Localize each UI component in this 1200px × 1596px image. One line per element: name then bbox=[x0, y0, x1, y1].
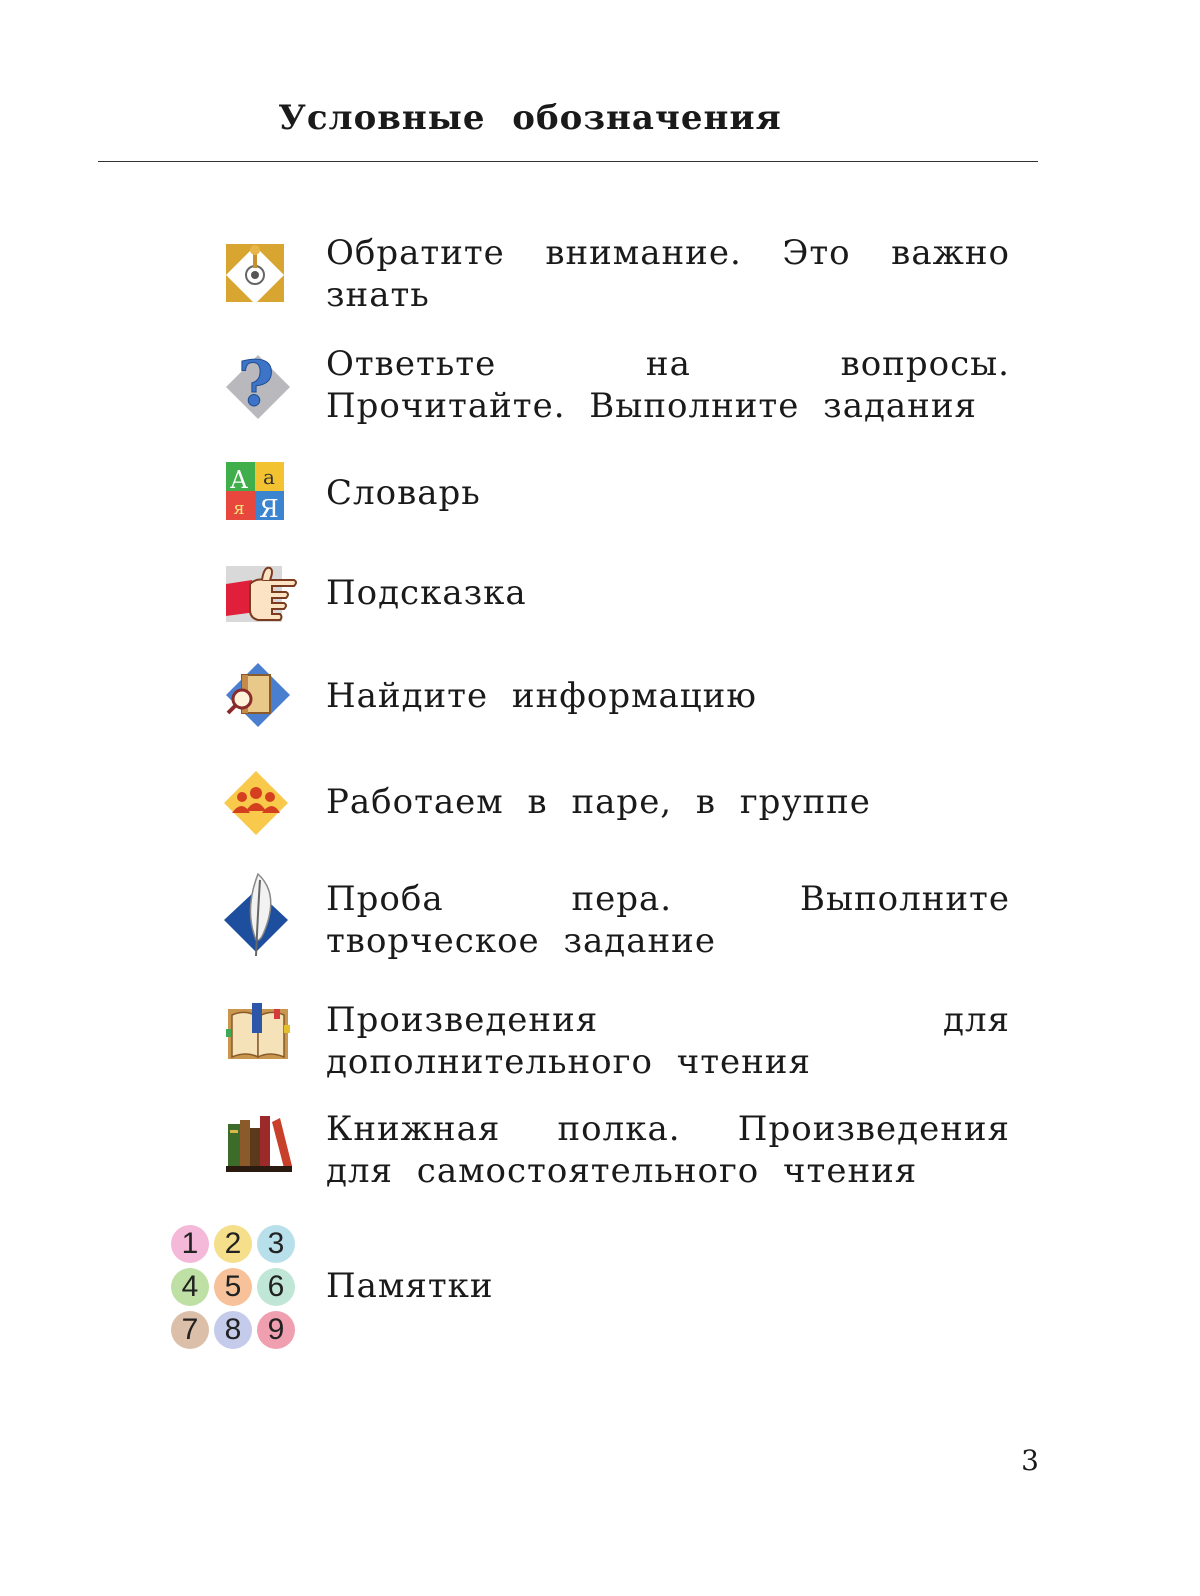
number-circle-8: 8 bbox=[214, 1311, 252, 1349]
legend-text-memos: Памятки bbox=[326, 1266, 494, 1306]
group-people-icon bbox=[222, 767, 292, 837]
dict-letter-a-upper: А bbox=[229, 466, 249, 494]
number-circle-6: 6 bbox=[257, 1268, 295, 1306]
dict-letter-ya-lower: я bbox=[233, 498, 245, 519]
book-magnifier-icon bbox=[222, 661, 292, 731]
number-circle-3: 3 bbox=[257, 1225, 295, 1263]
legend-text-questions: Ответьте на вопросы. Прочитайте. Выполните задания bbox=[326, 344, 1010, 426]
open-book-icon bbox=[222, 999, 292, 1069]
legend-text-find-info: Найдите информацию bbox=[326, 676, 757, 716]
quill-feather-icon bbox=[222, 870, 292, 940]
question-mark-icon bbox=[222, 347, 292, 420]
legend-text-attention: Обратите внимание. Это важно знать bbox=[326, 233, 1010, 315]
dict-letter-a-lower: а bbox=[263, 465, 275, 489]
legend-text-bookshelf: Книжная полка. Произведения для самостоятельного чтения bbox=[326, 1109, 1010, 1191]
number-circle-9: 9 bbox=[257, 1311, 295, 1349]
legend-text-group: Работаем в паре, в группе bbox=[326, 782, 871, 822]
legend-text-hint: Подсказка bbox=[326, 573, 527, 613]
number-circle-1: 1 bbox=[171, 1225, 209, 1263]
page-title: Условные обозначения bbox=[278, 98, 782, 138]
page-number: 3 bbox=[1021, 1444, 1039, 1477]
legend-text-dictionary: Словарь bbox=[326, 473, 481, 513]
attention-pin-icon bbox=[222, 240, 292, 310]
number-circle-7: 7 bbox=[171, 1311, 209, 1349]
legend-text-creative: Проба пера. Выполните творческое задание bbox=[326, 879, 1010, 961]
bookshelf-icon bbox=[222, 1108, 292, 1178]
number-circle-2: 2 bbox=[214, 1225, 252, 1263]
dictionary-icon bbox=[222, 460, 292, 530]
legend-text-extra-reading: Произведения для дополнительного чтения bbox=[326, 1000, 1010, 1082]
number-circle-4: 4 bbox=[171, 1268, 209, 1306]
pointing-hand-icon bbox=[222, 560, 292, 630]
number-circle-5: 5 bbox=[214, 1268, 252, 1306]
dict-letter-ya-upper: Я bbox=[259, 495, 279, 523]
svg-text:?: ? bbox=[237, 347, 275, 420]
title-divider bbox=[98, 161, 1038, 162]
